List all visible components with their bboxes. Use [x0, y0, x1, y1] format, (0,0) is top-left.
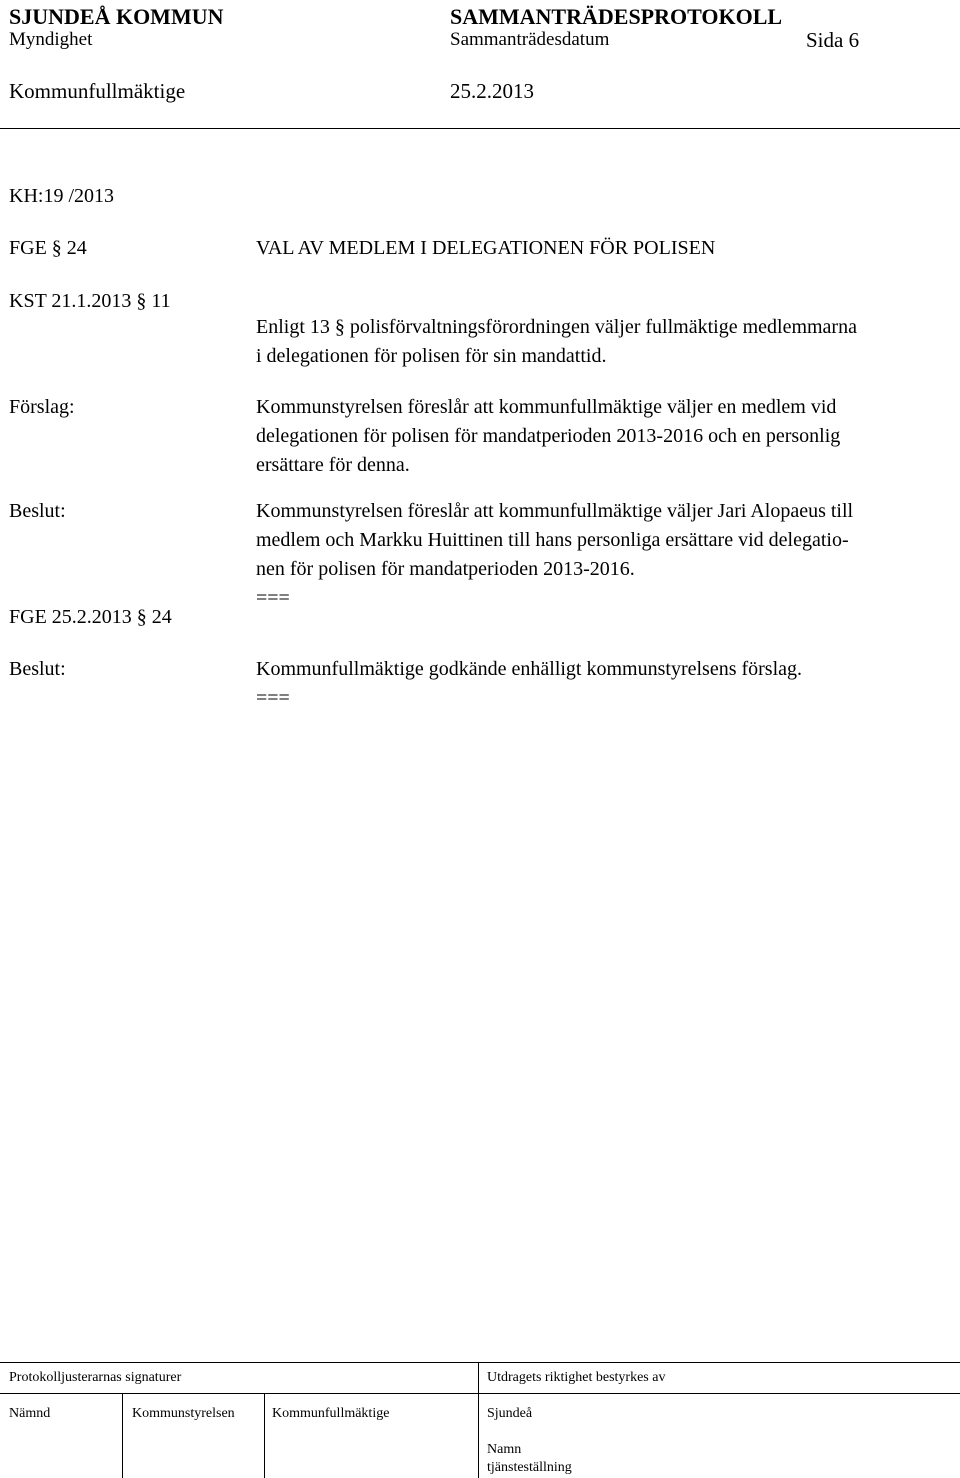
paragraph-regulation	[256, 313, 946, 371]
page-number: Sida 6	[806, 28, 860, 52]
paragraph-line: Enligt 13 § polisförvaltningsförordningen väljer fullmäktige medlemmarna	[256, 316, 857, 338]
date-label: Sammanträdesdatum	[450, 29, 610, 50]
footer-col-divider	[264, 1393, 265, 1478]
document-type: SAMMANTRÄDESPROTOKOLL	[450, 4, 783, 29]
authority-name: Kommunfullmäktige	[9, 79, 186, 103]
authority-label: Myndighet	[9, 29, 93, 50]
footer-center-divider	[478, 1362, 479, 1478]
case-number: KH:19 /2013	[9, 185, 114, 207]
kst-reference: KST 21.1.2013 § 11	[9, 290, 171, 312]
header-divider	[0, 128, 960, 129]
attest-label: Utdragets riktighet bestyrkes av	[487, 1370, 666, 1385]
separator-mark: ===	[256, 687, 290, 709]
paragraph-line: Kommunstyrelsen föreslår att kommunfullmäktige väljer en medlem vid	[256, 396, 837, 418]
attest-title-label: tjänsteställning	[487, 1460, 572, 1475]
municipality-name: SJUNDEÅ KOMMUN	[9, 4, 224, 29]
paragraph-line: Kommunstyrelsen föreslår att kommunfullmäktige väljer Jari Alopaeus till	[256, 500, 854, 522]
attest-name-label: Namn	[487, 1442, 522, 1457]
fge-reference: FGE § 24	[9, 237, 87, 259]
footer-top-rule	[0, 1362, 960, 1363]
section-title: VAL AV MEDLEM I DELEGATIONEN FÖR POLISEN	[256, 237, 716, 259]
separator-mark: ===	[256, 587, 290, 609]
column-municipal-council: Kommunfullmäktige	[272, 1406, 390, 1421]
paragraph-line: delegationen för polisen för mandatperioden 2013-2016 och en personlig	[256, 425, 841, 447]
signatures-label: Protokolljusterarnas signaturer	[9, 1370, 182, 1385]
paragraph-decision	[256, 497, 946, 613]
decision-label: Beslut:	[9, 500, 66, 522]
fge-decision-reference: FGE 25.2.2013 § 24	[9, 606, 172, 628]
paragraph-line: medlem och Markku Huittinen till hans personliga ersättare vid delegatio-	[256, 529, 849, 551]
paragraph-final-decision	[256, 655, 946, 713]
paragraph-line: nen för polisen för mandatperioden 2013-2016.	[256, 558, 635, 580]
final-decision-label: Beslut:	[9, 658, 66, 680]
paragraph-proposal	[256, 393, 946, 480]
attest-place: Sjundeå	[487, 1406, 533, 1421]
meeting-date: 25.2.2013	[450, 79, 534, 103]
paragraph-line: ersättare för denna.	[256, 454, 410, 476]
footer-mid-rule	[0, 1393, 960, 1394]
paragraph-line: i delegationen för polisen för sin mandattid.	[256, 345, 607, 367]
footer-col-divider	[122, 1393, 123, 1478]
paragraph-line: Kommunfullmäktige godkände enhälligt kommunstyrelsens förslag.	[256, 658, 803, 680]
proposal-label: Förslag:	[9, 396, 75, 418]
column-municipal-board: Kommunstyrelsen	[132, 1406, 235, 1421]
column-board: Nämnd	[9, 1406, 51, 1421]
